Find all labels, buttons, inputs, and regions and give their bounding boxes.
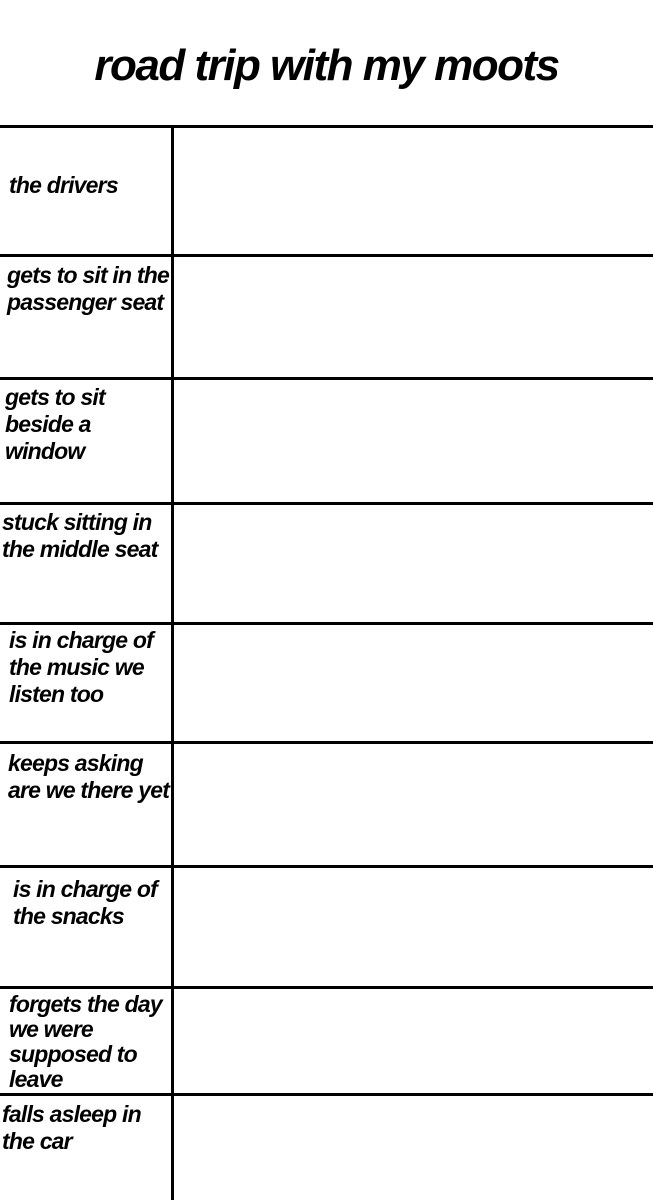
row-label-middle-seat: stuck sitting in the middle seat bbox=[2, 509, 158, 562]
answer-cell-passenger-seat[interactable] bbox=[174, 257, 653, 377]
row-label-window-seat: gets to sit beside a window bbox=[5, 384, 105, 464]
answer-cell-music[interactable] bbox=[174, 625, 653, 741]
row-label-are-we-there-yet: keeps asking are we there yet bbox=[8, 750, 170, 803]
page-title: road trip with my moots bbox=[94, 41, 559, 90]
row-label-snacks: is in charge of the snacks bbox=[13, 876, 157, 929]
answer-cell-window-seat[interactable] bbox=[174, 380, 653, 502]
answer-cell-middle-seat[interactable] bbox=[174, 505, 653, 622]
answer-cell-snacks[interactable] bbox=[174, 868, 653, 986]
row-label-music: is in charge of the music we listen too bbox=[9, 627, 153, 707]
row-label-drivers: the drivers bbox=[9, 172, 118, 198]
answer-cell-falls-asleep[interactable] bbox=[174, 1096, 653, 1200]
row-label-passenger-seat: gets to sit in the passenger seat bbox=[7, 262, 169, 315]
answer-cell-forgets-day[interactable] bbox=[174, 989, 653, 1093]
answer-cell-drivers[interactable] bbox=[174, 128, 653, 254]
row-label-falls-asleep: falls asleep in the car bbox=[2, 1101, 141, 1154]
answer-cell-are-we-there-yet[interactable] bbox=[174, 744, 653, 865]
row-label-forgets-day: forgets the day we were supposed to leave bbox=[9, 991, 162, 1092]
